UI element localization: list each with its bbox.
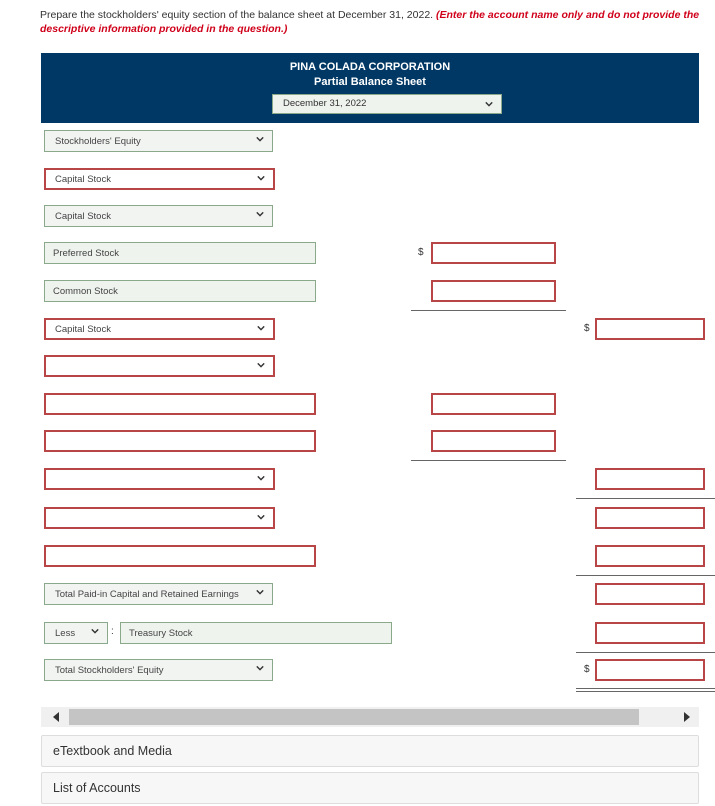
total-line [576,575,715,576]
chevron-down-icon [256,210,264,218]
chevron-down-icon [257,361,265,369]
account-select-empty-1[interactable] [44,355,275,377]
scrollbar-thumb[interactable] [69,709,639,725]
treasury-stock-input[interactable]: Treasury Stock [120,622,392,644]
total-amount-empty-3[interactable] [595,545,705,567]
account-select-empty-3[interactable] [44,507,275,529]
chevron-down-icon [256,135,264,143]
total-amount-empty-1[interactable] [595,468,705,490]
double-underline-bottom [576,691,715,692]
total-line [576,498,715,499]
chevron-down-icon [91,627,99,635]
preferred-stock-amount[interactable] [431,242,556,264]
capital-stock-total-amount[interactable] [595,318,705,340]
scroll-right-icon[interactable] [684,712,690,722]
subtotal-line [411,310,566,311]
stockholders-equity-select[interactable]: Stockholders' Equity [44,130,273,152]
account-input-empty-2[interactable] [44,430,316,452]
double-underline-top [576,688,715,689]
preferred-stock-input[interactable]: Preferred Stock [44,242,316,264]
account-select-empty-2[interactable] [44,468,275,490]
common-stock-amount[interactable] [431,280,556,302]
statement-title: Partial Balance Sheet [314,76,426,88]
total-stockholders-equity-amount[interactable] [595,659,705,681]
chevron-down-icon [257,174,265,182]
date-select[interactable]: December 31, 2022 [272,94,502,114]
total-paid-in-amount[interactable] [595,583,705,605]
amount-input-empty-2[interactable] [431,430,556,452]
common-stock-input[interactable]: Common Stock [44,280,316,302]
capital-stock-select-3[interactable]: Capital Stock [44,318,275,340]
chevron-down-icon [257,474,265,482]
less-select[interactable]: Less [44,622,108,644]
chevron-down-icon [257,324,265,332]
chevron-down-icon [257,513,265,521]
instructions: Prepare the stockholders' equity section of the balance sheet at December 31, 2022. (Enter the account name only and do not provide the descriptive information provided in the question.) [40,9,700,35]
total-line [576,652,715,653]
account-input-empty-3[interactable] [44,545,316,567]
total-paid-in-select[interactable]: Total Paid-in Capital and Retained Earnings [44,583,273,605]
dollar-sign: $ [584,664,590,675]
company-name: PINA COLADA CORPORATION [289,61,451,73]
subtotal-line [411,460,566,461]
dollar-sign: $ [584,323,590,334]
amount-input-empty-1[interactable] [431,393,556,415]
account-input-empty-1[interactable] [44,393,316,415]
chevron-down-icon [256,664,264,672]
dollar-sign: $ [418,247,424,258]
total-amount-empty-2[interactable] [595,507,705,529]
total-stockholders-equity-select[interactable]: Total Stockholders' Equity [44,659,273,681]
chevron-down-icon [485,100,493,108]
capital-stock-select-2[interactable]: Capital Stock [44,205,273,227]
list-of-accounts-panel[interactable]: List of Accounts [41,772,699,804]
capital-stock-select-1[interactable]: Capital Stock [44,168,275,190]
instructions-emphasis: (Enter the account name only and do not provide the descriptive information provided in the question.) [40,9,700,35]
etextbook-panel[interactable]: eTextbook and Media [41,735,699,767]
treasury-stock-amount[interactable] [595,622,705,644]
scroll-left-icon[interactable] [53,712,59,722]
colon-separator: : [111,626,114,637]
chevron-down-icon [256,588,264,596]
